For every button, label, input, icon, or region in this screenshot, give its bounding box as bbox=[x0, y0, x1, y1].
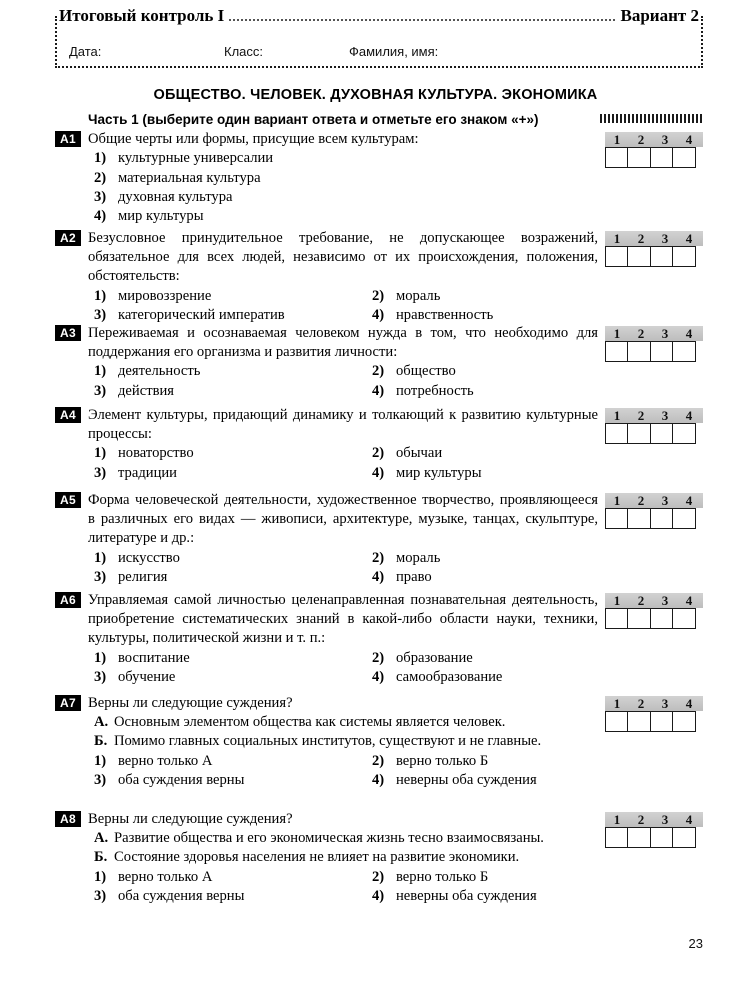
option-number: 2) bbox=[372, 549, 385, 566]
answer-grid-header-cell: 1 bbox=[613, 132, 621, 147]
answer-grid-header-cell: 3 bbox=[661, 493, 669, 508]
option-1[interactable] bbox=[88, 362, 366, 381]
answer-grid-header-cell: 2 bbox=[637, 231, 645, 246]
option-text: мир культуры bbox=[118, 208, 204, 225]
answer-grid bbox=[605, 326, 703, 362]
answer-grid-header-cell: 4 bbox=[685, 812, 693, 827]
option-1[interactable] bbox=[88, 649, 366, 668]
option-row bbox=[88, 444, 598, 463]
question-code-badge: A3 bbox=[55, 325, 81, 341]
answer-checkbox-2[interactable] bbox=[627, 827, 651, 848]
option-3[interactable] bbox=[88, 464, 366, 483]
option-number: 2) bbox=[372, 445, 385, 462]
option-2[interactable] bbox=[366, 549, 596, 568]
option-3[interactable] bbox=[88, 668, 366, 687]
statement-row bbox=[88, 848, 598, 867]
option-row bbox=[88, 568, 598, 587]
option-text: культурные универсалии bbox=[118, 150, 274, 167]
option-3[interactable] bbox=[88, 188, 598, 207]
option-number: 2) bbox=[372, 287, 385, 304]
statement-text: Состояние здоровья населения не влияет на развитие экономики. bbox=[114, 849, 520, 866]
options-list bbox=[88, 649, 598, 688]
option-text: оба суждения верны bbox=[118, 772, 245, 789]
statement-text: Помимо главных социальных институтов, существуют и не главные. bbox=[114, 733, 542, 750]
option-number: 1) bbox=[94, 868, 107, 885]
class-field-label[interactable]: Класс: bbox=[224, 44, 263, 59]
option-row bbox=[88, 549, 598, 568]
statement-text: Основным элементом общества как системы является человек. bbox=[114, 714, 506, 731]
option-number: 2) bbox=[372, 752, 385, 769]
answer-grid-cells bbox=[605, 423, 703, 444]
option-1[interactable] bbox=[88, 287, 366, 306]
answer-grid-header-cell: 3 bbox=[661, 812, 669, 827]
question-code-badge: A4 bbox=[55, 407, 81, 423]
question-code-badge: A7 bbox=[55, 695, 81, 711]
answer-grid bbox=[605, 408, 703, 444]
option-text: деятельность bbox=[118, 363, 201, 380]
question-body bbox=[88, 694, 598, 790]
question-stem: Элемент культуры, придающий динамику и толкающий к развитию культурные процессы: bbox=[88, 407, 598, 443]
hatched-bar-decoration bbox=[600, 114, 704, 123]
question-body bbox=[88, 406, 598, 483]
option-number: 1) bbox=[94, 445, 107, 462]
option-row bbox=[88, 287, 598, 306]
option-row bbox=[88, 887, 598, 906]
answer-grid-header bbox=[605, 231, 703, 246]
answer-grid-header bbox=[605, 593, 703, 608]
answer-grid-header-cell: 3 bbox=[661, 326, 669, 341]
answer-grid bbox=[605, 231, 703, 267]
question-stem: Общие черты или формы, присущие всем культурам: bbox=[88, 131, 419, 147]
answer-grid-header bbox=[605, 493, 703, 508]
header-fields-row bbox=[57, 44, 701, 59]
question-stem: Форма человеческой деятельности, художественное творчество, проявляющееся в различных его видах — живописи, архитектуре, музыке, танцах, скульптуре, литературе и др.: bbox=[88, 492, 598, 547]
option-number: 4) bbox=[372, 888, 385, 905]
option-4[interactable] bbox=[366, 306, 596, 325]
option-text: оба суждения верны bbox=[118, 888, 245, 905]
option-text: обычаи bbox=[396, 445, 443, 462]
answer-grid-header-cell: 3 bbox=[661, 696, 669, 711]
option-row bbox=[88, 868, 598, 887]
answer-grid-header-cell: 2 bbox=[637, 696, 645, 711]
answer-checkbox-4[interactable] bbox=[672, 341, 696, 362]
option-number: 1) bbox=[94, 363, 107, 380]
option-1[interactable] bbox=[88, 149, 598, 168]
option-text: мир культуры bbox=[396, 464, 482, 481]
answer-grid-header-cell: 1 bbox=[613, 493, 621, 508]
option-4[interactable] bbox=[366, 771, 596, 790]
answer-grid-header-cell: 4 bbox=[685, 696, 693, 711]
answer-grid-header-cell: 4 bbox=[685, 132, 693, 147]
answer-grid-header bbox=[605, 132, 703, 147]
option-row bbox=[88, 771, 598, 790]
option-row bbox=[88, 188, 598, 207]
answer-checkbox-2[interactable] bbox=[627, 711, 651, 732]
option-number: 3) bbox=[94, 382, 107, 399]
question-code-badge: A6 bbox=[55, 592, 81, 608]
option-text: нравственность bbox=[396, 307, 494, 324]
answer-grid-header-cell: 1 bbox=[613, 231, 621, 246]
answer-grid-header-cell: 2 bbox=[637, 132, 645, 147]
option-number: 4) bbox=[372, 307, 385, 324]
answer-checkbox-1[interactable] bbox=[605, 246, 629, 267]
worksheet-title: Итоговый контроль I bbox=[59, 6, 229, 26]
option-text: мораль bbox=[396, 287, 441, 304]
answer-grid-header-cell: 3 bbox=[661, 132, 669, 147]
option-text: общество bbox=[396, 363, 456, 380]
question-stem: Верны ли следующие суждения? bbox=[88, 811, 293, 827]
option-number: 1) bbox=[94, 549, 107, 566]
option-number: 3) bbox=[94, 569, 107, 586]
answer-checkbox-4[interactable] bbox=[672, 608, 696, 629]
option-text: верно только Б bbox=[396, 868, 489, 885]
answer-checkbox-4[interactable] bbox=[672, 711, 696, 732]
option-3[interactable] bbox=[88, 771, 366, 790]
answer-checkbox-1[interactable] bbox=[605, 341, 629, 362]
dotted-leader bbox=[229, 18, 614, 21]
option-4[interactable] bbox=[366, 382, 596, 401]
option-4[interactable] bbox=[366, 887, 596, 906]
answer-grid bbox=[605, 812, 703, 848]
option-text: образование bbox=[396, 649, 473, 666]
option-row bbox=[88, 169, 598, 188]
option-row bbox=[88, 149, 598, 168]
options-list bbox=[88, 549, 598, 588]
option-number: 2) bbox=[372, 868, 385, 885]
answer-grid bbox=[605, 696, 703, 732]
answer-checkbox-3[interactable] bbox=[650, 147, 674, 168]
answer-grid-header-cell: 2 bbox=[637, 493, 645, 508]
option-text: потребность bbox=[396, 382, 474, 399]
answer-checkbox-1[interactable] bbox=[605, 147, 629, 168]
option-text: религия bbox=[118, 569, 168, 586]
answer-checkbox-1[interactable] bbox=[605, 508, 629, 529]
option-number: 3) bbox=[94, 772, 107, 789]
statement-label: А. bbox=[94, 830, 109, 847]
answer-checkbox-4[interactable] bbox=[672, 508, 696, 529]
option-1[interactable] bbox=[88, 549, 366, 568]
option-1[interactable] bbox=[88, 868, 366, 887]
option-text: самообразование bbox=[396, 669, 503, 686]
option-3[interactable] bbox=[88, 568, 366, 587]
answer-grid-header bbox=[605, 812, 703, 827]
answer-grid-header-cell: 1 bbox=[613, 812, 621, 827]
option-2[interactable] bbox=[366, 362, 596, 381]
statement-label: Б. bbox=[94, 849, 108, 866]
page-number: 23 bbox=[688, 936, 703, 951]
question-body bbox=[88, 229, 598, 325]
statement-row bbox=[88, 713, 598, 732]
option-text: верно только А bbox=[118, 752, 213, 769]
option-row bbox=[88, 362, 598, 381]
answer-grid-cells bbox=[605, 508, 703, 529]
answer-checkbox-1[interactable] bbox=[605, 711, 629, 732]
statement-row bbox=[88, 829, 598, 848]
date-field-label[interactable]: Дата: bbox=[69, 44, 102, 59]
option-text: воспитание bbox=[118, 649, 190, 666]
option-text: неверны оба суждения bbox=[396, 772, 537, 789]
answer-checkbox-2[interactable] bbox=[627, 608, 651, 629]
answer-grid-header-cell: 4 bbox=[685, 593, 693, 608]
statement-text: Развитие общества и его экономическая жизнь тесно взаимосвязаны. bbox=[114, 830, 544, 847]
question-stem: Верны ли следующие суждения? bbox=[88, 695, 293, 711]
answer-checkbox-1[interactable] bbox=[605, 608, 629, 629]
option-row bbox=[88, 306, 598, 325]
option-3[interactable] bbox=[88, 382, 366, 401]
answer-checkbox-3[interactable] bbox=[650, 608, 674, 629]
answer-checkbox-1[interactable] bbox=[605, 423, 629, 444]
answer-checkbox-3[interactable] bbox=[650, 711, 674, 732]
option-number: 3) bbox=[94, 464, 107, 481]
option-row bbox=[88, 752, 598, 771]
option-number: 1) bbox=[94, 150, 107, 167]
option-number: 2) bbox=[372, 363, 385, 380]
option-number: 3) bbox=[94, 307, 107, 324]
options-list bbox=[88, 362, 598, 401]
option-text: духовная культура bbox=[118, 189, 233, 206]
answer-checkbox-2[interactable] bbox=[627, 246, 651, 267]
answer-checkbox-2[interactable] bbox=[627, 147, 651, 168]
option-number: 2) bbox=[372, 649, 385, 666]
header-title-row bbox=[57, 6, 701, 26]
option-2[interactable] bbox=[366, 287, 596, 306]
variant-label: Вариант 2 bbox=[615, 6, 699, 26]
question-body bbox=[88, 591, 598, 687]
options-list bbox=[88, 444, 598, 483]
option-3[interactable] bbox=[88, 887, 366, 906]
answer-grid-header bbox=[605, 408, 703, 423]
option-row bbox=[88, 464, 598, 483]
answer-grid-header-cell: 2 bbox=[637, 593, 645, 608]
answer-checkbox-3[interactable] bbox=[650, 423, 674, 444]
option-2[interactable] bbox=[366, 868, 596, 887]
answer-grid-header-cell: 1 bbox=[613, 593, 621, 608]
question-stem: Безусловное принудительное требование, не допускающее возражений, обязательное для всех людей, независимо от их происхождения, положения, обстоятельств: bbox=[88, 230, 598, 285]
option-text: материальная культура bbox=[118, 169, 261, 186]
answer-grid-cells bbox=[605, 147, 703, 168]
statement-label: Б. bbox=[94, 733, 108, 750]
option-2[interactable] bbox=[366, 752, 596, 771]
options-list bbox=[88, 752, 598, 791]
option-text: верно только Б bbox=[396, 752, 489, 769]
answer-grid-header-cell: 4 bbox=[685, 326, 693, 341]
answer-grid-cells bbox=[605, 608, 703, 629]
options-list bbox=[88, 149, 598, 227]
option-2[interactable] bbox=[366, 649, 596, 668]
answer-grid-header-cell: 3 bbox=[661, 593, 669, 608]
option-1[interactable] bbox=[88, 444, 366, 463]
option-number: 1) bbox=[94, 649, 107, 666]
option-text: традиции bbox=[118, 464, 177, 481]
question-body bbox=[88, 491, 598, 587]
option-number: 4) bbox=[94, 208, 107, 225]
statement-row bbox=[88, 732, 598, 751]
answer-grid-header-cell: 3 bbox=[661, 231, 669, 246]
option-number: 1) bbox=[94, 752, 107, 769]
answer-checkbox-4[interactable] bbox=[672, 246, 696, 267]
option-2[interactable] bbox=[366, 444, 596, 463]
answer-grid-header-cell: 2 bbox=[637, 408, 645, 423]
option-number: 1) bbox=[94, 287, 107, 304]
option-text: верно только А bbox=[118, 868, 213, 885]
question-code-badge: A2 bbox=[55, 230, 81, 246]
question-stem: Переживаемая и осознаваемая человеком нужда в том, что необходимо для поддержания его организма и развития личности: bbox=[88, 325, 598, 361]
options-list bbox=[88, 868, 598, 907]
answer-checkbox-2[interactable] bbox=[627, 423, 651, 444]
option-text: мораль bbox=[396, 549, 441, 566]
option-3[interactable] bbox=[88, 306, 366, 325]
answer-grid-header-cell: 1 bbox=[613, 326, 621, 341]
question-body bbox=[88, 130, 598, 227]
answer-grid bbox=[605, 132, 703, 168]
question-code-badge: A8 bbox=[55, 811, 81, 827]
answer-grid-header-cell: 4 bbox=[685, 408, 693, 423]
part-1-instruction: Часть 1 (выберите один вариант ответа и отметьте его знаком «+») bbox=[88, 112, 539, 127]
answer-checkbox-2[interactable] bbox=[627, 508, 651, 529]
option-text: действия bbox=[118, 382, 174, 399]
header-box bbox=[55, 6, 703, 68]
answer-grid-header-cell: 2 bbox=[637, 812, 645, 827]
option-number: 3) bbox=[94, 189, 107, 206]
option-text: мировоззрение bbox=[118, 287, 212, 304]
answer-checkbox-1[interactable] bbox=[605, 827, 629, 848]
option-number: 4) bbox=[372, 382, 385, 399]
question-code-badge: A1 bbox=[55, 131, 81, 147]
option-text: обучение bbox=[118, 669, 176, 686]
answer-grid-header-cell: 3 bbox=[661, 408, 669, 423]
answer-checkbox-3[interactable] bbox=[650, 246, 674, 267]
option-number: 4) bbox=[372, 669, 385, 686]
answer-grid bbox=[605, 593, 703, 629]
option-1[interactable] bbox=[88, 752, 366, 771]
student-name-field-label[interactable]: Фамилия, имя: bbox=[349, 44, 439, 59]
question-body bbox=[88, 324, 598, 401]
answer-checkbox-3[interactable] bbox=[650, 508, 674, 529]
question-body bbox=[88, 810, 598, 906]
answer-grid-header-cell: 1 bbox=[613, 408, 621, 423]
answer-grid-header-cell: 1 bbox=[613, 696, 621, 711]
option-row bbox=[88, 649, 598, 668]
option-number: 4) bbox=[372, 569, 385, 586]
option-text: новаторство bbox=[118, 445, 194, 462]
answer-grid-header bbox=[605, 696, 703, 711]
answer-grid-cells bbox=[605, 246, 703, 267]
option-number: 2) bbox=[94, 169, 107, 186]
option-number: 3) bbox=[94, 888, 107, 905]
option-text: неверны оба суждения bbox=[396, 888, 537, 905]
option-number: 4) bbox=[372, 464, 385, 481]
answer-grid-header-cell: 4 bbox=[685, 493, 693, 508]
answer-checkbox-4[interactable] bbox=[672, 147, 696, 168]
option-text: категорический императив bbox=[118, 307, 285, 324]
answer-grid bbox=[605, 493, 703, 529]
answer-grid-header-cell: 2 bbox=[637, 326, 645, 341]
answer-grid-header-cell: 4 bbox=[685, 231, 693, 246]
option-row bbox=[88, 207, 598, 226]
question-code-badge: A5 bbox=[55, 492, 81, 508]
option-row bbox=[88, 382, 598, 401]
answer-grid-cells bbox=[605, 827, 703, 848]
answer-checkbox-3[interactable] bbox=[650, 341, 674, 362]
section-title: ОБЩЕСТВО. ЧЕЛОВЕК. ДУХОВНАЯ КУЛЬТУРА. ЭКОНОМИКА bbox=[153, 87, 598, 103]
option-2[interactable] bbox=[88, 169, 598, 188]
question-stem: Управляемая самой личностью целенаправленная познавательная деятельность, приобретение систематических знаний в какой-либо области науки, техники, культуры, политической жизни и т. п.: bbox=[88, 592, 598, 647]
statement-label: А. bbox=[94, 714, 109, 731]
answer-grid-cells bbox=[605, 341, 703, 362]
option-4[interactable] bbox=[366, 464, 596, 483]
option-4[interactable] bbox=[366, 668, 596, 687]
option-text: право bbox=[396, 569, 432, 586]
option-number: 3) bbox=[94, 669, 107, 686]
option-4[interactable] bbox=[366, 568, 596, 587]
answer-grid-header bbox=[605, 326, 703, 341]
option-4[interactable] bbox=[88, 207, 598, 226]
answer-checkbox-4[interactable] bbox=[672, 827, 696, 848]
option-row bbox=[88, 668, 598, 687]
answer-checkbox-2[interactable] bbox=[627, 341, 651, 362]
option-text: искусство bbox=[118, 549, 180, 566]
answer-checkbox-4[interactable] bbox=[672, 423, 696, 444]
answer-checkbox-3[interactable] bbox=[650, 827, 674, 848]
answer-grid-cells bbox=[605, 711, 703, 732]
option-number: 4) bbox=[372, 772, 385, 789]
options-list bbox=[88, 287, 598, 326]
